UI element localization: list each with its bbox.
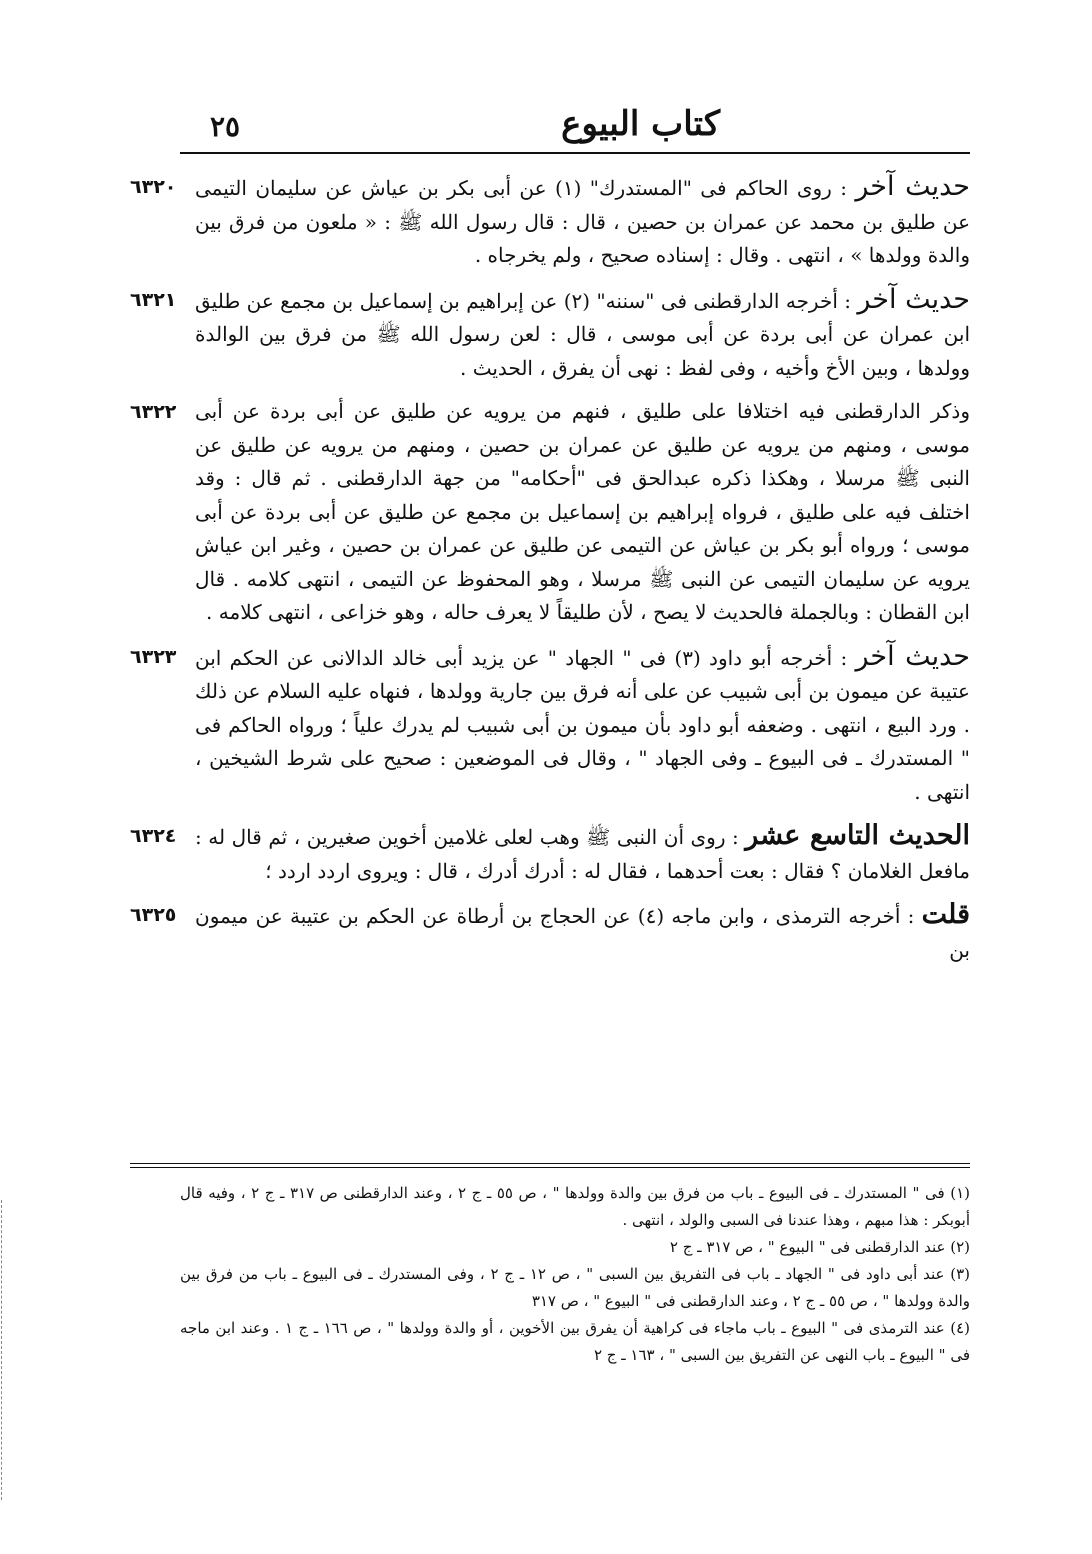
chapter-title: كتاب البيوع bbox=[561, 104, 720, 144]
page-edge-mark bbox=[1, 1200, 4, 1500]
entry-lead: قلت bbox=[921, 899, 970, 930]
page-number: ٢٥ bbox=[210, 110, 241, 143]
entry-text bbox=[195, 170, 970, 273]
entry-text bbox=[195, 283, 970, 386]
entry-text bbox=[195, 640, 970, 810]
hadith-number: ٦٣٢٣ bbox=[130, 645, 177, 668]
entry-body: : روى أن النبى ﷺ وهب لعلى غلامين أخوين صغيرين ، ثم قال له : مافعل الغلامان ؟ فقال : بعت أحدهما ، فقال له : أدرك أدرك ، قال : ويروى اردد اردد ؛ bbox=[195, 825, 970, 883]
hadith-number: ٦٣٢٢ bbox=[130, 401, 177, 423]
separator-line bbox=[130, 1163, 970, 1164]
entry-text bbox=[195, 819, 970, 888]
entry-lead: حديث آخر bbox=[857, 283, 970, 315]
entry-body: : روى الحاكم فى "المستدرك" (١) عن أبى بكر بن عياش عن سليمان التيمى عن طليق بن محمد عن عمران بن حصين ، قال : قال رسول الله ﷺ : « ملعون من فرق بين والدة وولدها » ، انتهى . وقال : إسناده صحيح ، ولم يخرجاه . bbox=[195, 176, 970, 267]
entry bbox=[130, 395, 970, 630]
footnote-separator bbox=[130, 1163, 970, 1168]
hadith-number: ٦٣٢٥ bbox=[130, 904, 177, 926]
entry-body: : أخرجه الدارقطنى فى "سننه" (٢) عن إبراهيم بن إسماعيل بن مجمع عن طليق ابن عمران عن أبى بردة عن أبى موسى ، قال : لعن رسول الله ﷺ من فرق بين الوالدة وولدها ، وبين الأخ وأخيه ، وفى لفظ : نهى أن يفرق ، الحديث . bbox=[195, 288, 970, 380]
hadith-number: ٦٣٢٠ bbox=[130, 176, 177, 198]
footnotes bbox=[180, 1180, 970, 1369]
entry-text bbox=[195, 395, 970, 630]
header-rule bbox=[180, 152, 970, 154]
entry bbox=[130, 283, 970, 386]
page-header bbox=[180, 100, 970, 152]
footnote: (١) فى " المستدرك ـ فى البيوع ـ باب من فرق بين والدة وولدها " ، ص ٥٥ ـ ج ٢ ، وعند الدارقطنى ص ٣١٧ ـ ج ٢ ، وفيه قال أبوبكر : هذا مبهم ، وهذا عندنا فى السبى والولد ، انتهى . bbox=[180, 1184, 970, 1229]
entry-lead: الحديث التاسع عشر bbox=[745, 820, 970, 851]
entry-body: : أخرجه الترمذى ، وابن ماجه (٤) عن الحجاج بن أرطاة عن الحكم بن عتيبة عن ميمون بن bbox=[195, 904, 970, 962]
hadith-number: ٦٣٢٤ bbox=[130, 825, 177, 847]
entry bbox=[130, 898, 970, 967]
entry bbox=[130, 170, 970, 273]
footnote: (٤) عند الترمذى فى " البيوع ـ باب ماجاء فى كراهية أن يفرق بين الأخوين ، أو والدة وولدها " ، ص ١٦٦ ـ ج ١ . وعند ابن ماجه فى " البيوع ـ باب النهى عن التفريق بين السبى " ، ١٦٣ ـ ج ٢ bbox=[180, 1319, 970, 1364]
footnote: (٣) عند أبى داود فى " الجهاد ـ باب فى التفريق بين السبى " ، ص ١٢ ـ ج ٢ ، وفى المستدرك ـ فى البيوع ـ باب من فرق بين والدة وولدها " ، ص ٥٥ ـ ج ٢ ، وعند الدارقطنى فى " البيوع " ، ص ٣١٧ bbox=[180, 1265, 970, 1310]
entry-body: وذكر الدارقطنى فيه اختلافا على طليق ، فنهم من يرويه عن طليق عن أبى بردة عن أبى موسى ، ومنهم من يرويه عن طليق عن عمران بن حصين ، ومنهم من يرويه عن طليق عن النبى ﷺ مرسلا ، وهكذا ذكره عبدالحق فى "أحكامه" من جهة الدارقطنى . ثم قال : وقد اختلف فيه على طليق ، فرواه إبراهيم بن إسماعيل بن مجمع عن طليق عن أبى بردة عن أبى موسى ؛ ورواه أبو بكر بن عياش عن التيمى عن طليق عن عمران بن حصين ، وغير ابن عياش يرويه عن سليمان التيمى عن النبى ﷺ مرسلا ، وهو المحفوظ عن التيمى ، انتهى كلامه . قال ابن القطان : وبالجملة فالحديث لا يصح ، لأن طليقاً لا يعرف حاله ، وهو خزاعى ، انتهى كلامه . bbox=[195, 399, 970, 624]
entry bbox=[130, 640, 970, 810]
main-text bbox=[130, 170, 970, 977]
entry bbox=[130, 819, 970, 888]
entry-body: : أخرجه أبو داود (٣) فى " الجهاد " عن يزيد أبى خالد الدالانى عن الحكم ابن عتيبة عن ميمون بن أبى شبيب عن على أنه فرق بين جارية وولدها ، فنهاه عليه السلام عن ذلك . ورد البيع ، انتهى . وضعفه أبو داود بأن ميمون بن أبى شبيب لم يدرك علياً ؛ ورواه الحاكم فى " المستدرك ـ فى البيوع ـ وفى الجهاد " ، وقال فى الموضعين : صحيح على شرط الشيخين ، انتهى . bbox=[195, 645, 970, 804]
entry-lead: حديث آخر bbox=[855, 171, 970, 202]
footnote: (٢) عند الدارقطنى فى " البيوع " ، ص ٣١٧ ـ ج ٢ bbox=[669, 1238, 970, 1256]
entry-text bbox=[195, 898, 970, 967]
hadith-number: ٦٣٢١ bbox=[130, 288, 177, 311]
entry-lead: حديث آخر bbox=[855, 640, 970, 672]
separator-line bbox=[130, 1167, 970, 1168]
